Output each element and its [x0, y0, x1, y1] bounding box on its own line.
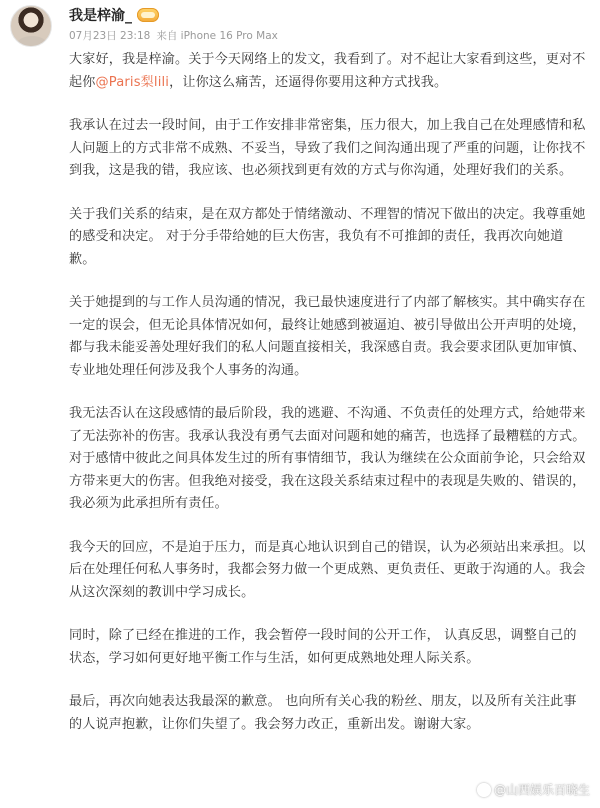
weibo-logo-icon [477, 783, 491, 797]
post-device: 来自 iPhone 16 Pro Max [156, 30, 278, 42]
post-header [0, 0, 600, 50]
avatar-figure [17, 36, 47, 47]
watermark [477, 781, 590, 798]
post-paragraph-7: 同时，除了已经在推进的工作，我会暂停一段时间的公开工作， 认真反思，调整自己的状态，学习如何更好地平衡工作与生活，如何更成熟地处理人际关系。 [69, 628, 577, 666]
post-paragraph-2: 我承认在过去一段时间，由于工作安排非常密集，压力很大，加上我自己在处理感情和私人问题上的方式非常不成熟、不妥当，导致了我们之间沟通出现了严重的问题，让你找不到我，这是我的错，我应该、也必须找到更有效的方式与你沟通，处理好我们的关系。 [69, 118, 586, 178]
post-paragraph-4: 关于她提到的与工作人员沟通的情况，我已最快速度进行了内部了解核实。其中确实存在一定的误会，但无论具体情况如何，最终让她感到被逼迫、被引导做出公开声明的处境，都与我未能妥善处理好我们的私人问题直接相关，我深感自责。我会要求团队更加审慎、专业地处理任何涉及我个人事务的沟通。 [69, 295, 586, 378]
post-date: 07月23日 23:18 [69, 30, 151, 42]
paragraph-text: 大家好，我是梓渝。关于今天网络上的发文，我看到了。对不起让大家看到这些，更对不起你 [69, 52, 586, 90]
post-paragraph-5: 我无法否认在这段感情的最后阶段，我的逃避、不沟通、不负责任的处理方式，给她带来了无法弥补的伤害。我承认我没有勇气去面对问题和她的痛苦，也选择了最糟糕的方式。 对于感情中彼此之间具体发生过的所有事情细节，我认为继续在公众面前争论，只会给双方带来更大的伤害。但我绝对接受，我在这段关系结束过程中的表现是失败的、错误的，我必须为此承担所有责任。 [69, 406, 586, 511]
post-paragraph-1 [69, 49, 586, 94]
mention-link[interactable]: @Paris梨lili [95, 74, 170, 90]
author-name[interactable]: 我是梓渝_ [69, 8, 132, 24]
paragraph-text: ，让你这么痛苦，还逼得你要用这种方式找我。 [169, 74, 448, 90]
watermark-text: @山西娱乐百晓生 [493, 783, 590, 797]
post-paragraph-3: 关于我们关系的结束，是在双方都处于情绪激动、不理智的情况下做出的决定。我尊重她的感受和决定。 对于分手带给她的巨大伤害，我负有不可推卸的责任，我再次向她道歉。 [69, 206, 586, 267]
post-meta [69, 29, 278, 43]
post-paragraph-6: 我今天的回应，不是迫于压力，而是真心地认识到自己的错误，认为必须站出来承担。以后在处理任何私人事务时，我都会努力做一个更成熟、更负责任、更敢于沟通的人。我会从这次深刻的教训中学习成长。 [69, 539, 586, 600]
post-body [69, 49, 586, 757]
vip-badge-icon[interactable] [137, 8, 159, 22]
post-paragraph-8: 最后，再次向她表达我最深的歉意。 也向所有关心我的粉丝、朋友，以及所有关注此事的人说声抱歉，让你们失望了。我会努力改正，重新出发。谢谢大家。 [69, 694, 577, 732]
author-avatar[interactable] [10, 5, 52, 47]
